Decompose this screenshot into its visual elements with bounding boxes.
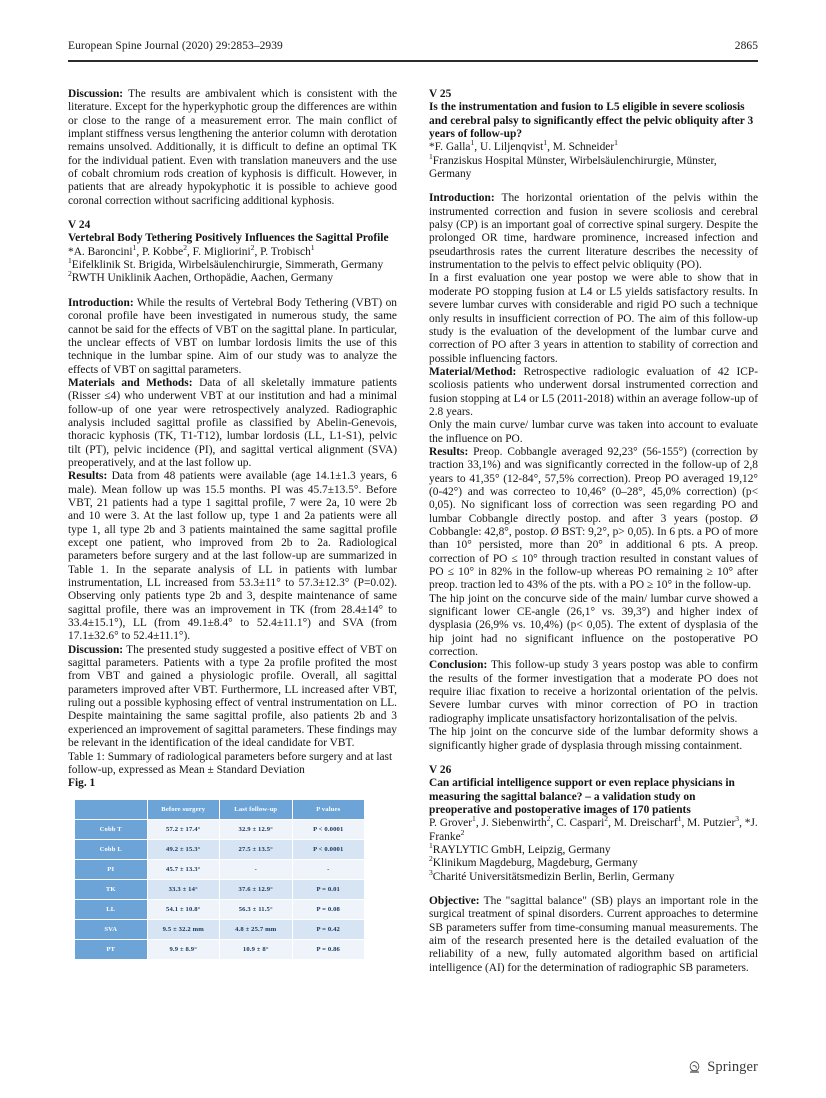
springer-logo xyxy=(687,1059,758,1076)
run-in-heading: Results: xyxy=(429,445,469,458)
table-cell: 33.3 ± 14° xyxy=(147,879,220,899)
right-column xyxy=(429,88,758,975)
run-in-heading: Conclusion: xyxy=(429,659,488,672)
section-material-method-v25 xyxy=(429,366,758,419)
paragraph-text: In a first evaluation one year postop we were able to show that in moderate PO stopping fusion at L4 or L5 yields satisfactory results. In severe lumbar curves with considerable and rigid PO such a technique only results in insufficient correction of PO. The aim of this follow-up study is the evaluation of the development of the lumbar curve and correction of PO after 3 years in attention to stability of correction and possible influencing factors. xyxy=(429,272,758,365)
table-row xyxy=(75,939,365,959)
results-table-body xyxy=(75,799,365,959)
page-number: 2865 xyxy=(734,40,758,52)
abstract-affiliation-3-v26: $^3$Charité Universitätsmedizin Berlin, Berlin, Germany xyxy=(429,867,675,883)
two-column-body xyxy=(68,88,758,975)
section-materials-methods-v24 xyxy=(68,377,397,470)
section-introduction-v25 xyxy=(429,192,758,272)
abstract-title-v26: Can artificial intelligence support or even replace physicians in measuring the sagittal balance? – a validation study on preoperative and postoperative images of 170 patients xyxy=(429,777,735,816)
table-col-header-before-surgery: Before surgery xyxy=(147,799,220,819)
header-rule xyxy=(68,60,758,62)
table-corner-cell xyxy=(75,799,148,819)
paragraph-text: Preop. Cobbangle averaged 92,23° (56-155°) (correction by traction 33,1%) and was significantly corrected in the follow-up of 2,8 years to 41,35° (12-84°, 57,5% correction). Preop PO averaged 19,12° (0-42°) and was correcteo to 10,46° (0–28°, 45,0% correction) (p< 0,05). No significant loss of correction was seen regarding PO and lumbar Cobbangle directly postop. and after 3 years (postop. Ø Cobbangle: 42,8°, postop. Ø BST: 9,2°, p> 0,05). In 6 pts. a PO of more than 10° persisted, more than 20° in additional 6 pts. A preop. correction of PO ≤ 10° through traction resulted in constant values of PO ≤ 10° in 82% in the follow-up whereas PO remaining ≥ 10° after preop. traction led to 43% of the pts. with a PO ≥ 10° in the follow-up. xyxy=(429,445,758,592)
run-in-heading: Introduction: xyxy=(429,192,495,205)
results-table xyxy=(74,799,365,960)
section-introduction-v24 xyxy=(68,297,397,377)
table-row xyxy=(75,819,365,839)
table-cell: P = 0.86 xyxy=(292,939,365,959)
abstract-id-v26: V 26 xyxy=(429,763,452,776)
run-in-heading: Discussion: xyxy=(68,643,124,656)
abstract-title-v25: Is the instrumentation and fusion to L5 eligible in severe scoliosis and cerebral palsy to significantly effect the pelvic obliquity after 3 years of follow-up? xyxy=(429,101,754,141)
paragraph-text: The horizontal orientation of the pelvis within the instrumented correction and fusion in severe scoliosis and cerebral palsy (CP) is an important goal of corrective spinal surgery. Despite the prolonged OR time, hardware prominence, increased infection and pseudarthrosis rates the current literature describes the necessity of instrumentation to the pelvis to effect pelvic obliquity (PO). xyxy=(429,192,758,272)
left-column xyxy=(68,88,397,975)
paragraph-text: The presented study suggested a positive effect of VBT on sagittal parameters. Patients with a type 2a profile profited the most from VBT and gained a physiologic profile. Overall, all sagittal parameters improved after VBT. Furthermore, LL increased after VBT, ruling out a possible kyphosing effect of ventral instrumentation on LL. Despite maintaining the same sagittal profile, also patients 2b and 3 experienced an improvement of sagittal parameters. These findings may be relevant in the identification of the ideal candidate for VBT. xyxy=(68,643,397,750)
abstract-authors-v24: *A. Baroncini$^1$, P. Kobbe$^2$, F. Migliorini$^2$, P. Trobisch$^1$ xyxy=(68,242,315,258)
table-row-header: SVA xyxy=(75,919,148,939)
abstract-title-v24: Vertebral Body Tethering Positively Influences the Sagittal Profile xyxy=(68,232,389,245)
run-in-heading: Introduction: xyxy=(68,296,134,309)
run-in-heading: Results: xyxy=(68,470,108,483)
table-row-header: PT xyxy=(75,939,148,959)
table-cell: 49.2 ± 15.3° xyxy=(147,839,220,859)
table-cell: 9.9 ± 8.9° xyxy=(147,939,220,959)
springer-wordmark: Springer xyxy=(707,1059,758,1075)
abstract-affiliation-1-v24: $^1$Eifelklinik St. Brigida, Wirbelsäulenchirurgie, Simmerath, Germany xyxy=(68,256,384,272)
paragraph-text: The results are ambivalent which is consistent with the literature. Except for the hyperkyphotic group the differences are within or close to the range of a measurement error. The main conflict of implant stiffness versus lengthening the anterior column with derotation remains unsolved. Additionally, it is difficult to define an optimal TK for the individual patient. Even with translation maneuvers and the use of cobalt chromium rods creation of kyphosis is difficult. However, in patients that are already hypokyphotic it is possible to achieve good coronal correction without sacrificing additional kyphosis. xyxy=(68,88,397,207)
table-header-row xyxy=(75,799,365,819)
figure-label: Fig. 1 xyxy=(68,777,96,790)
run-in-heading: Discussion: xyxy=(68,88,124,100)
paragraph-text: The "sagittal balance" (SB) plays an important role in the surgical treatment of spinal disorders. Current approaches to determine SB parameters suffer from time-consuming manual measurements. The aim of the research presented here is the detailed evaluation of the reliability of a new, fully automated algorithm based on artificial intelligence (AI) for the determination of radiographic SB parameters. xyxy=(429,894,758,974)
running-head xyxy=(68,40,758,52)
section-results-v25 xyxy=(429,446,758,593)
abstract-id-v25: V 25 xyxy=(429,88,452,100)
table-cell: 10.9 ± 8° xyxy=(220,939,293,959)
table-cell: 56.3 ± 11.5° xyxy=(220,899,293,919)
table-row xyxy=(75,919,365,939)
table-cell: 45.7 ± 13.3° xyxy=(147,859,220,879)
abstract-affiliation-1-v26: $^1$RAYLYTIC GmbH, Leipzig, Germany xyxy=(429,841,611,856)
table-cell: P = 0.42 xyxy=(292,919,365,939)
paragraph-text: Retrospective radiologic evaluation of 42 ICP-scoliosis patients who underwent dorsal instrumented correction and fusion stopping at L4 or L5 (2011-2018) within an average follow-up of 2.8 years. xyxy=(429,365,758,418)
table-row xyxy=(75,899,365,919)
table-cell: P < 0.0001 xyxy=(292,839,365,859)
table-cell: - xyxy=(292,859,365,879)
paragraph-text: Data of all skeletally immature patients (Risser ≤4) who underwent VBT at our institution and had a minimal follow-up of one year were retrospectively analyzed. Radiographic analysis included sagittal profile as classified by Abelin-Genevois, thoracic kyphosis (TK, T1-T12), lumbar lordosis (LL, L1-S1), pelvic tilt (PT), pelvic incidence (PI), and sagittal vertical alignment (SVA) preoperatively, and at the last follow up. xyxy=(68,376,397,469)
table-cell: 57.2 ± 17.4° xyxy=(147,819,220,839)
abstract-authors-v25: *F. Galla$^1$, U. Liljenqvist$^1$, M. Schneider$^1$ xyxy=(429,138,618,154)
section-conclusion-v25 xyxy=(429,659,758,726)
table-cell: P = 0.08 xyxy=(292,899,365,919)
run-in-heading: Objective: xyxy=(429,894,480,907)
table-row-header: TK xyxy=(75,879,148,899)
table-cell: 32.9 ± 12.9° xyxy=(220,819,293,839)
abstract-id-v24: V 24 xyxy=(68,219,91,232)
paragraph-main-curve-v25 xyxy=(429,419,758,446)
paragraph-hip-dysplasia-v25 xyxy=(429,726,758,753)
section-discussion-v24 xyxy=(68,644,397,751)
abstract-affiliation-2-v24: $^2$RWTH Uniklinik Aachen, Orthopädie, Aachen, Germany xyxy=(68,269,334,285)
journal-citation: European Spine Journal (2020) 29:2853–2939 xyxy=(68,40,283,52)
section-results-v24 xyxy=(68,470,397,643)
section-objective-v26 xyxy=(429,895,758,975)
paragraph-discussion-v23 xyxy=(68,88,397,208)
table-cell: P < 0.0001 xyxy=(292,819,365,839)
abstract-affiliation-1-v25: $^1$Franziskus Hospital Münster, Wirbelsäulenchirurgie, Münster, Germany xyxy=(429,151,717,181)
paragraph-text: Data from 48 patients were available (age 14.1±1.3 years, 6 male). Mean follow up was 15.5 months. PI was 45.7±13.5°. Before VBT, 21 patients had a type 1 sagittal profile, 7 were 2a, 10 were 2b and 10 were 3. At the last follow up, type 1 and 2a patients were all type 1, all type 2b and 3 patients maintained the same sagittal profile except one patient, who improved from 2b to 2a. Radiological parameters before surgery and at the last follow-up are summarized in Table 1. In the separate analysis of LL in patients with lumbar instrumentation, LL increased from 53.3±11° to 57.3±12.3° (P=0.02). Observing only patients type 2b and 3, despite maintenance of same sagittal profile, there was an improvement in TK (from 28.4±14° to 33.4±15.1°), LL (from 49.1±8.4° to 52.4±11.1°) and SVA (from 17.1±32.6° to 52.4±11.1°). xyxy=(68,470,397,643)
table-cell: P = 0.01 xyxy=(292,879,365,899)
table-row-header: LL xyxy=(75,899,148,919)
table-cell: - xyxy=(220,859,293,879)
table-col-header-p-values: P values xyxy=(292,799,365,819)
results-table-container xyxy=(68,799,397,960)
abstract-affiliation-2-v26: $^2$Klinikum Magdeburg, Magdeburg, Germany xyxy=(429,854,638,870)
table-row xyxy=(75,859,365,879)
table-row-header: PI xyxy=(75,859,148,879)
paragraph-text: Only the main curve/ lumbar curve was taken into account to evaluate the influence on PO. xyxy=(429,419,758,445)
paragraph-text: The hip joint on the concurve side of the main/ lumbar curve showed a significant lower CE-angle (26,1° vs. 39,3°) and higher index of dysplasia (26,9% vs. 10,4%) (p< 0,05). The extent of dysplasia of the hip joint had no significant influence on the postoperative PO correction. xyxy=(429,592,758,659)
paragraph-text: The hip joint on the concurve side of the lumbar deformity shows a significantly higher grade of dysplasia through missing containment. xyxy=(429,726,758,752)
abstract-authors-v26: P. Grover$^1$, J. Siebenwirth$^2$, C. Caspari$^2$, M. Dreischarf$^1$, M. Putzier$^3$, *J. Franke$^2$ xyxy=(429,814,758,843)
paragraph-hip-joint-v25 xyxy=(429,593,758,660)
paragraph-first-evaluation-v25 xyxy=(429,272,758,365)
paragraph-text: This follow-up study 3 years postop was able to confirm the results of the former investigation that a moderate PO does not require iliac fixation to receive a horizontal orientation of the pelvis. Severe lumbar curves with minor correction of PO in traction radiography implicate unsatisfactory horizontalisation of the pelvis. xyxy=(429,659,758,725)
table-caption: Table 1: Summary of radiological parameters before surgery and at last follow-up, expressed as Mean ± Standard Deviation xyxy=(68,750,393,776)
table-cell: 27.5 ± 13.5° xyxy=(220,839,293,859)
table-col-header-last-follow-up: Last follow-up xyxy=(220,799,293,819)
table-cell: 37.6 ± 12.9° xyxy=(220,879,293,899)
springer-knight-icon xyxy=(687,1060,702,1075)
table-cell: 9.5 ± 32.2 mm xyxy=(147,919,220,939)
table-row-header: Cobb L xyxy=(75,839,148,859)
table-row xyxy=(75,879,365,899)
table-row xyxy=(75,839,365,859)
paragraph-text: While the results of Vertebral Body Tethering (VBT) on coronal profile have been investigated in numerous study, the same cannot be said for the effects of VBT on the sagittal plane. In particular, the unclear effects of VBT on lumbar lordosis limits the use of this technique in the lumbar spine. Aim of our study was to analyze the effects of VBT on sagittal parameters. xyxy=(68,296,397,376)
table-cell: 54.1 ± 10.8° xyxy=(147,899,220,919)
table-cell: 4.8 ± 25.7 mm xyxy=(220,919,293,939)
run-in-heading: Material/Method: xyxy=(429,365,517,378)
run-in-heading: Materials and Methods: xyxy=(68,376,193,389)
table-row-header: Cobb T xyxy=(75,819,148,839)
